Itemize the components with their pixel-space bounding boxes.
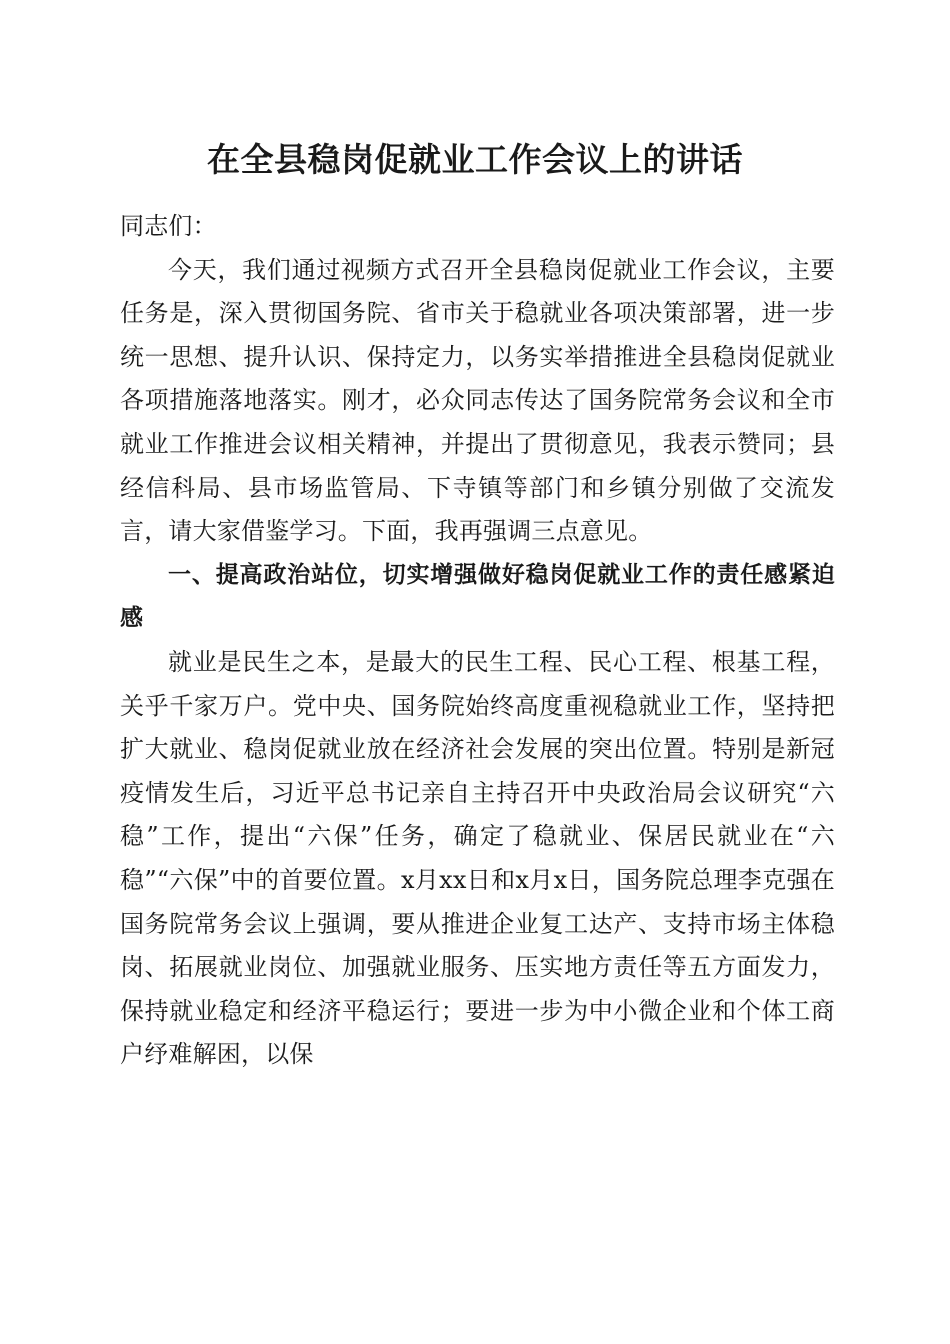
- section-1-paragraph: 就业是民生之本，是最大的民生工程、民心工程、根基工程，关乎千家万户。党中央、国务院始终高度重视稳就业工作，坚持把扩大就业、稳岗促就业放在经济社会发展的突出位置。特别是新冠疫情发生后，习近平总书记亲自主持召开中央政治局会议研究“六稳”工作，提出“六保”任务，确定了稳就业、保居民就业在“六稳”“六保”中的首要位置。x月xx日和x月x日，国务院总理李克强在国务院常务会议上强调，要从推进企业复工达产、支持市场主体稳岗、拓展就业岗位、加强就业服务、压实地方责任等五方面发力，保持就业稳定和经济平稳运行；要进一步为中小微企业和个体工商户纾难解困，以保: [120, 647, 835, 1069]
- document-title: 在全县稳岗促就业工作会议上的讲话: [207, 140, 743, 179]
- document-body: [120, 205, 835, 1077]
- section-1-heading: 一、提高政治站位，切实增强做好稳岗促就业工作的责任感紧迫感: [120, 561, 835, 632]
- salutation: 同志们：: [120, 212, 217, 240]
- intro-paragraph: 今天，我们通过视频方式召开全县稳岗促就业工作会议，主要任务是，深入贯彻国务院、省市关于稳就业各项决策部署，进一步统一思想、提升认识、保持定力，以务实举措推进全县稳岗促就业各项措施落地落实。刚才，必众同志传达了国务院常务会议和全市就业工作推进会议相关精神，并提出了贯彻意见，我表示赞同；县经信科局、县市场监管局、下寺镇等部门和乡镇分别做了交流发言，请大家借鉴学习。下面，我再强调三点意见。: [120, 255, 835, 546]
